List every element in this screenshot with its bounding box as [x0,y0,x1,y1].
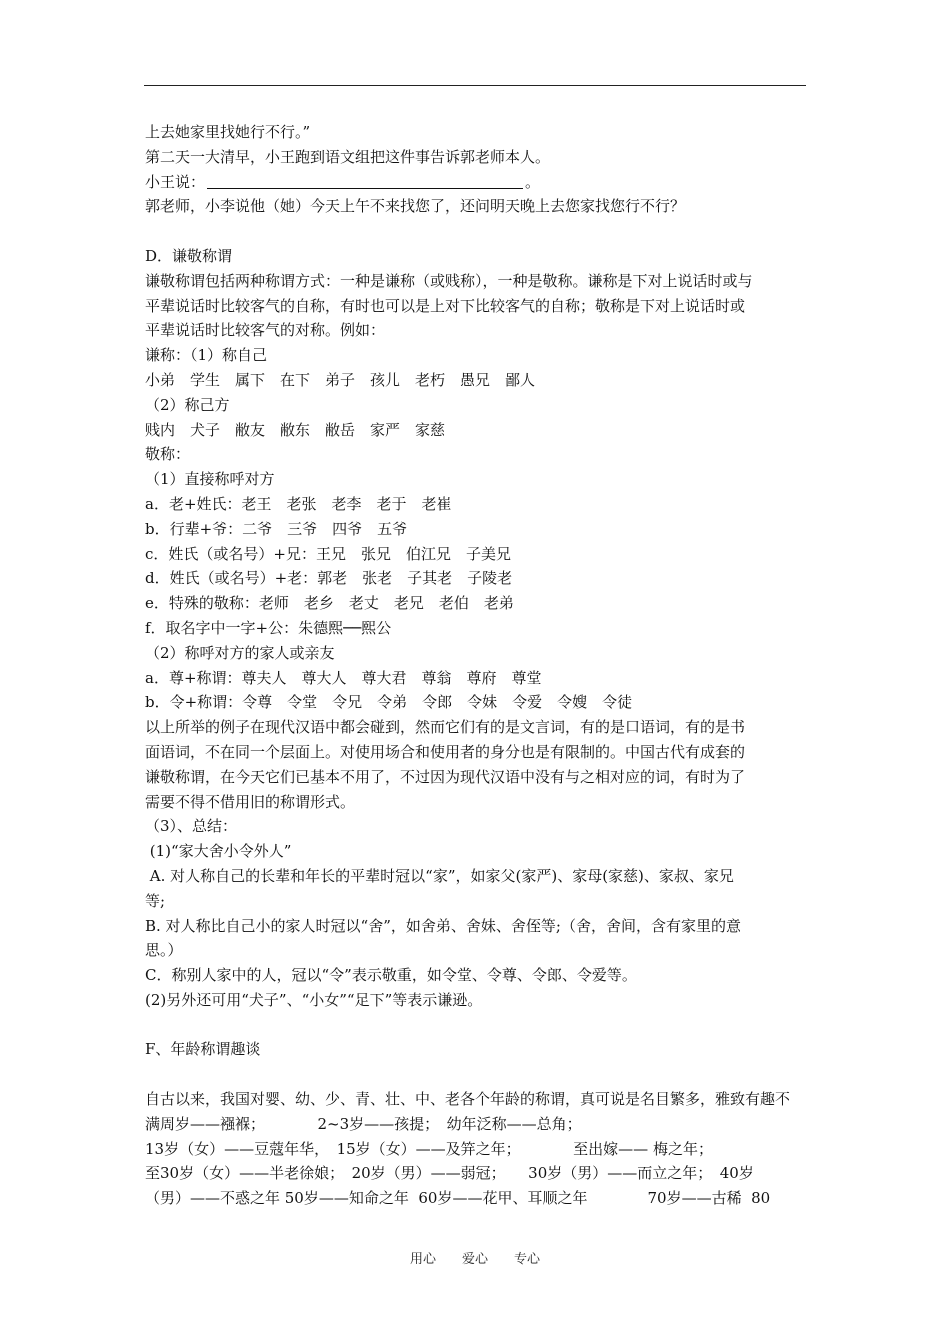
text-line: c．姓氏（或名号）+兄：王兄 张兄 伯江兄 子美兄 [145,544,511,563]
spacer [145,219,809,244]
spacer [145,1013,809,1038]
text-line: 谦敬称谓，在今天它们已基本不用了，不过因为现代汉语中没有与之相对应的词，有时为了 [145,767,746,786]
page-footer: 用心 爱心 专心 [409,1252,540,1267]
text-line: b．令+称谓：令尊 令堂 令兄 令弟 令郎 令妹 令爱 令嫂 令徒 [145,693,633,712]
text-line: 平辈说话时比较客气的自称，有时也可以是上对下比较客气的自称；敬称是下对上说话时或 [145,296,746,315]
text-line: 面语词，不在同一个层面上。对使用场合和使用者的身分也是有限制的。中国古代有成套的 [145,742,746,761]
text-line: (2)另外还可用“犬子”、“小女”“足下”等表示谦逊。 [145,990,483,1009]
page-body [145,120,809,1211]
spacer [145,1062,809,1087]
fill-in-line [145,170,809,195]
answer-blank[interactable] [207,172,523,189]
text-line: 等; [145,891,166,910]
header-rule [144,85,806,86]
text-line: 小弟 学生 属下 在下 弟子 孩儿 老朽 愚兄 鄙人 [145,370,536,389]
text-line: (1)“家大舍小令外人” [145,842,292,861]
text-line: （男）——不惑之年 50岁——知命之年 60岁——花甲、耳顺之年 70岁——古稀 80 [145,1189,771,1208]
text-line: 第二天一大清早，小王跑到语文组把这件事告诉郭老师本人。 [145,147,551,166]
text-line: 平辈说话时比较客气的对称。例如： [145,321,386,340]
text-line: （2）称己方 [145,395,230,414]
text-line: 贱内 犬子 敝友 敝东 敝岳 家严 家慈 [145,420,446,439]
text-line: （2）称呼对方的家人或亲友 [145,643,335,662]
text-line: A. 对人称自己的长辈和年长的平辈时冠以“家”，如家父(家严)、家母(家慈)、家叔、家兄 [145,866,734,885]
fill-in-label: 小王说： [145,172,206,191]
text-line: b．行辈+爷：二爷 三爷 四爷 五爷 [145,519,408,538]
section-heading: D．谦敬称谓 [145,246,233,265]
text-line: （1）直接称呼对方 [145,470,275,489]
text-line: e．特殊的敬称：老师 老乡 老丈 老兄 老伯 老弟 [145,594,514,613]
text-line: 谦称：（1）称自己 [145,346,268,365]
text-line: 郭老师，小李说他（她）今天上午不来找您了，还问明天晚上去您家找您行不行？ [145,197,686,216]
text-line: 思。） [145,941,183,960]
text-line: B. 对人称比自己小的家人时冠以“舍”，如舍弟、舍妹、舍侄等;（舍，舍间，含有家里的意 [145,916,741,935]
text-line: 满周岁——襁褓； 2~3岁——孩提； 幼年泛称——总角； [145,1114,582,1133]
section-heading: F、年龄称谓趣谈 [145,1040,261,1059]
text-line: 谦敬称谓包括两种称谓方式：一种是谦称（或贱称），一种是敬称。谦称是下对上说话时或与 [145,271,753,290]
text-line: d．姓氏（或名号）+老：郭老 张老 子其老 子陵老 [145,569,513,588]
text-line: 以上所举的例子在现代汉语中都会碰到，然而它们有的是文言词，有的是口语词，有的是书 [145,718,746,737]
text-line: 13岁（女）——豆蔻年华， 15岁（女）——及笄之年； 至出嫁—— 梅之年； [145,1139,713,1158]
text-line: （3）、总结： [145,817,238,836]
text-line: 上去她家里找她行不行。” [145,123,311,141]
text-line: 敬称： [145,445,191,464]
text-line: a．老+姓氏：老王 老张 老李 老于 老崔 [145,494,452,513]
text-line: 自古以来，我国对婴、幼、少、青、壮、中、老各个年龄的称谓，真可说是名目繁多，雅致有趣不 [145,1090,791,1109]
text-line: a．尊+称谓：尊夫人 尊大人 尊大君 尊翁 尊府 尊堂 [145,668,542,687]
text-line: C．称别人家中的人，冠以“令”表示敬重，如令堂、令尊、令郎、令爱等。 [145,966,637,985]
text-line: 需要不得不借用旧的称谓形式。 [145,792,356,811]
fill-in-end: 。 [525,172,541,191]
text-line: f．取名字中一字+公：朱德熙──熙公 [145,618,392,637]
text-line: 至30岁（女）——半老徐娘； 20岁（男）——弱冠； 30岁（男）——而立之年； 40岁 [145,1164,754,1183]
